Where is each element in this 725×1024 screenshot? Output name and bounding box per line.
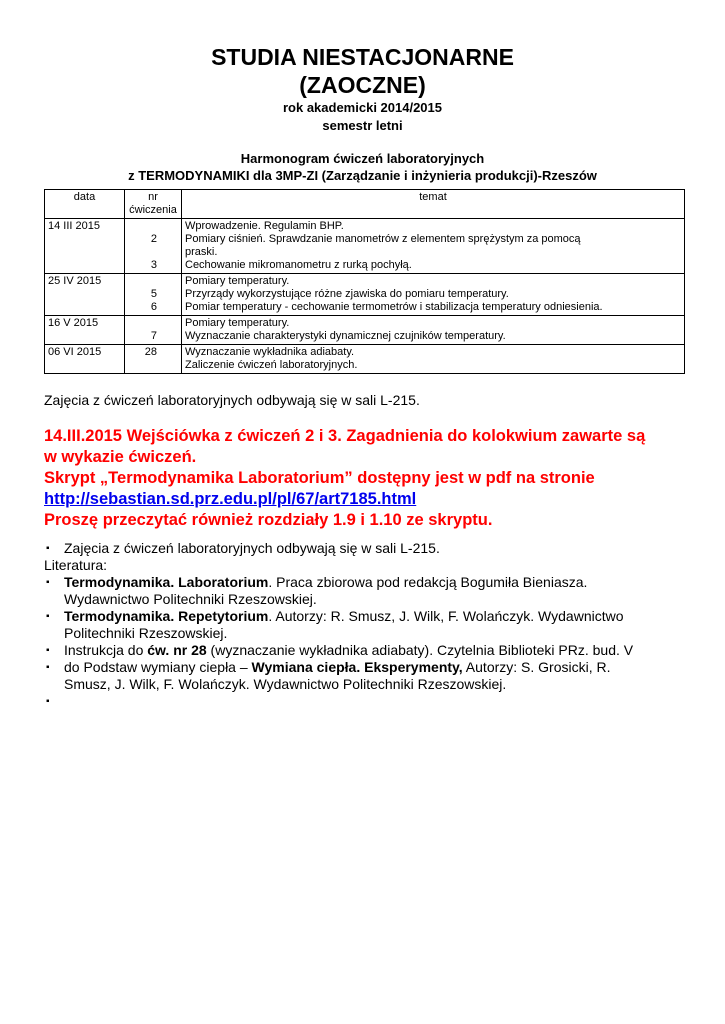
table-header-row	[45, 190, 685, 219]
row-topic	[182, 316, 685, 345]
row-date: 14 III 2015	[45, 219, 125, 274]
book-title: Termodynamika. Repetytorium	[64, 608, 269, 624]
topic-line: Zaliczenie ćwiczeń laboratoryjnych.	[185, 359, 358, 371]
notice-line: Skrypt „Termodynamika Laboratorium” dostępny jest w pdf na stronie	[44, 469, 595, 487]
table-row	[45, 274, 685, 316]
list-item-continuation: Politechniki Rzeszowskiej.	[64, 625, 228, 641]
topic-line: Pomiary ciśnień. Sprawdzanie manometrów z elementem sprężystym za pomocą	[185, 233, 581, 245]
book-title: Wymiana ciepła. Eksperymenty,	[251, 659, 463, 675]
nr-line	[128, 359, 157, 372]
nr-line: 5	[150, 288, 157, 300]
row-nr	[125, 274, 182, 316]
list-item-empty	[44, 693, 694, 710]
list-item	[44, 608, 694, 642]
list-item-text: . Praca zbiorowa pod redakcją Bogumiła Bieniasza.	[268, 574, 588, 590]
topic-line: praski.	[185, 246, 218, 258]
bullet-icon: ▪	[46, 662, 50, 673]
row-topic	[182, 345, 685, 374]
bullet-icon: ▪	[46, 543, 50, 554]
nr-line: 2	[150, 233, 157, 245]
notice-link-line	[44, 489, 694, 510]
topic-line: Pomiary temperatury.	[185, 317, 290, 329]
nr-line	[128, 246, 157, 259]
notice-block	[44, 426, 694, 531]
bullet-icon: ▪	[46, 696, 50, 707]
topic-line: Pomiary temperatury.	[185, 275, 290, 287]
list-item	[44, 642, 694, 659]
literature-label-text: Literatura:	[44, 557, 108, 573]
topic-line: Pomiar temperatury - cechowanie termometrów i stabilizacja temperatury odniesienia.	[185, 301, 603, 313]
list-item-continuation: Wydawnictwo Politechniki Rzeszowskiej.	[64, 591, 317, 607]
list-item-text: . Autorzy: R. Smusz, J. Wilk, F. Wolańczyk. Wydawnictwo	[268, 608, 624, 624]
nr-line: 3	[150, 259, 157, 271]
notice-line: Proszę przeczytać również rozdziały 1.9 i 1.10 ze skryptu.	[44, 511, 493, 529]
notice-line: w wykazie ćwiczeń.	[44, 448, 197, 466]
list-item	[44, 659, 694, 693]
topic-line: Przyrządy wykorzystujące różne zjawiska do pomiaru temperatury.	[185, 288, 509, 300]
subject-line: z TERMODYNAMIKI dla 3MP-ZI (Zarządzanie i inżynieria produkcji)-Rzeszów	[128, 168, 597, 183]
room-note: Zajęcia z ćwiczeń laboratoryjnych odbywają się w sali L-215.	[44, 392, 420, 408]
header-topic: temat	[182, 190, 685, 219]
semester: semestr letni	[322, 118, 403, 133]
row-date: 25 IV 2015	[45, 274, 125, 316]
literature-section	[44, 540, 694, 710]
nr-line: 6	[150, 301, 157, 313]
list-item	[44, 540, 694, 557]
list-item-text: do Podstaw wymiany ciepła –	[64, 659, 252, 675]
bullet-icon: ▪	[46, 645, 50, 656]
row-date: 06 VI 2015	[45, 345, 125, 374]
title-line1: STUDIA NIESTACJONARNE	[211, 44, 514, 70]
nr-line	[128, 275, 157, 288]
list-item-text: Zajęcia z ćwiczeń laboratoryjnych odbywają się w sali L-215.	[64, 540, 440, 556]
table-row	[45, 316, 685, 345]
header-date: data	[45, 190, 125, 219]
exercise-ref: ćw. nr 28	[147, 642, 207, 658]
book-title: Termodynamika. Laboratorium	[64, 574, 269, 590]
script-link[interactable]: http://sebastian.sd.prz.edu.pl/pl/67/art7185.html	[44, 490, 417, 508]
topic-line: Cechowanie mikromanometru z rurką pochyłą.	[185, 259, 412, 271]
list-item-text: (wyznaczanie wykładnika adiabaty). Czytelnia Biblioteki PRz. bud. V	[206, 642, 634, 658]
bullet-icon: ▪	[46, 577, 50, 588]
nr-line: 7	[150, 330, 157, 342]
row-nr	[125, 219, 182, 274]
schedule-title: Harmonogram ćwiczeń laboratoryjnych	[240, 151, 485, 166]
row-topic	[182, 274, 685, 316]
nr-line	[128, 220, 157, 233]
list-item-text: Instrukcja do	[64, 642, 148, 658]
row-date: 16 V 2015	[45, 316, 125, 345]
literature-label	[44, 557, 694, 574]
list-item	[44, 574, 694, 608]
topic-line: Wyznaczanie wykładnika adiabaty.	[185, 346, 355, 358]
table-row	[45, 345, 685, 374]
list-item-text: Autorzy: S. Grosicki, R.	[462, 659, 611, 675]
row-topic	[182, 219, 685, 274]
bullet-icon: ▪	[46, 611, 50, 622]
title-line2: (ZAOCZNE)	[299, 72, 426, 98]
nr-line	[128, 317, 157, 330]
topic-line: Wprowadzenie. Regulamin BHP.	[185, 220, 344, 232]
nr-line: 28	[144, 346, 157, 358]
schedule-table	[44, 189, 685, 374]
notice-line: 14.III.2015 Wejściówka z ćwiczeń 2 i 3. Zagadnienia do kolokwium zawarte są	[44, 427, 646, 445]
row-nr	[125, 316, 182, 345]
table-row	[45, 219, 685, 274]
row-nr	[125, 345, 182, 374]
list-item-continuation: Smusz, J. Wilk, F. Wolańczyk. Wydawnictwo Politechniki Rzeszowskiej.	[64, 676, 507, 692]
topic-line: Wyznaczanie charakterystyki dynamicznej czujników temperatury.	[185, 330, 506, 342]
header-nr: nr ćwiczenia	[125, 190, 182, 219]
academic-year: rok akademicki 2014/2015	[282, 100, 442, 115]
